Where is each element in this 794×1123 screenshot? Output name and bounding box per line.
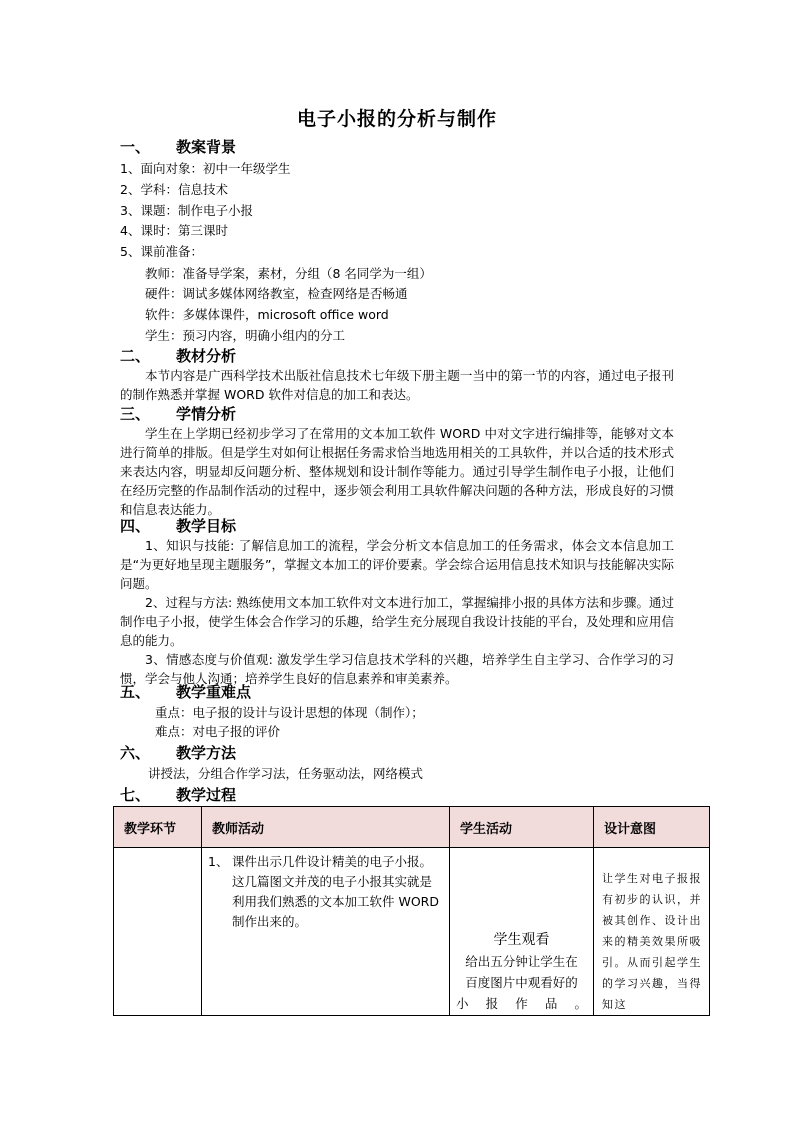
header-design-intent: 设计意图 [594, 807, 710, 848]
cell-stage [114, 848, 202, 1016]
teacher-item-text: 课件出示几件设计精美的电子小报。这几篇图文并茂的电子小报其实就是利用我们熟悉的文本加工软件 WORD 制作出来的。 [232, 854, 439, 929]
goal-knowledge: 1、知识与技能: 了解信息加工的流程，学会分析文本信息加工的任务需求，体会文本信息加工是“为更好地呈现主题服务”，掌握文本加工的评价要素。学会综合运用信息技术知识与技能解决实际问题。 [120, 538, 674, 591]
process-table [113, 806, 710, 1016]
section-number: 六、 [120, 744, 151, 762]
student-detail-line-1: 给出五分钟让学生在 [465, 954, 578, 969]
difficult-point: 难点：对电子报的评价 [155, 724, 281, 739]
section-heading-methods [120, 743, 236, 763]
header-student-activity: 学生活动 [450, 807, 594, 848]
section-heading-background [120, 137, 236, 157]
cell-design-intent [594, 848, 710, 1016]
document-title: 电子小报的分析与制作 [296, 108, 497, 130]
header-teacher-activity: 教师活动 [202, 807, 450, 848]
section-number: 二、 [120, 347, 151, 365]
section-heading-material [120, 346, 236, 366]
table-row [114, 848, 710, 1016]
prep-software: 软件：多媒体课件，microsoft office word [145, 307, 389, 322]
section-title: 教案背景 [176, 138, 237, 156]
section-number: 四、 [120, 517, 151, 535]
background-audience: 1、面向对象：初中一年级学生 [120, 161, 291, 176]
cell-student-activity [450, 848, 594, 1016]
section-number: 三、 [120, 405, 151, 423]
section-heading-goals [120, 516, 236, 536]
material-analysis [120, 366, 674, 404]
section-title: 学情分析 [176, 405, 237, 423]
section-title: 教学目标 [176, 517, 237, 535]
methods-text: 讲授法，分组合作学习法，任务驱动法，网络模式 [148, 766, 424, 781]
header-stage: 教学环节 [114, 807, 202, 848]
prep-teacher: 教师：准备导学案，素材，分组（8 名同学为一组） [145, 266, 432, 281]
section-number: 五、 [120, 683, 151, 701]
student-detail-line-3: 小报作品。 [456, 996, 587, 1011]
section-title: 教学方法 [176, 744, 237, 762]
section-heading-learner [120, 404, 236, 424]
background-preparation: 5、课前准备： [120, 244, 203, 259]
learner-analysis [120, 424, 674, 519]
intent-text: 让学生对电子报报有初步的认识，并被其创作、设计出来的精美效果所吸引。从而引起学生的学习兴趣，当得知这 [602, 872, 702, 1011]
section-heading-keypoints [120, 682, 251, 702]
goal-attitude: 3、情感态度与价值观: 激发学生学习信息技术学科的兴趣，培养学生自主学习、合作学习的习惯，学会与他人沟通；培养学生良好的信息素养和审美素养。 [120, 652, 674, 686]
student-detail-line-2: 百度图片中观看好的 [465, 975, 578, 990]
cell-teacher-activity [202, 848, 450, 1016]
goal-process: 2、过程与方法: 熟练使用文本加工软件对文本进行加工，掌握编排小报的具体方法和步骤。通过制作电子小报，使学生体会合作学习的乐趣，给学生充分展现自我设计技能的平台，及处理和应用信息的能力。 [120, 595, 674, 648]
background-topic: 3、课题：制作电子小报 [120, 203, 253, 218]
section-number: 一、 [120, 138, 151, 156]
teaching-goals [120, 536, 674, 688]
prep-student: 学生：预习内容，明确小组内的分工 [145, 328, 346, 343]
student-main-text: 学生观看 [493, 932, 550, 948]
teacher-item-number: 1、 [208, 854, 229, 869]
section-heading-process [120, 785, 236, 805]
table-header-row [114, 807, 710, 848]
background-period: 4、课时：第三课时 [120, 223, 228, 238]
learner-text: 学生在上学期已经初步学习了在常用的文本加工软件 WORD 中对文字进行编排等，能够对文本进行简单的排版。但是学生对如何让根据任务需求恰当地选用相关的工具软件，并以合适的技术形式来表达内容，明显却反问题分析、整体规划和设计制作等能力。通过引导学生制作电子小报，让他们在经历完整的作品制作活动的过程中，逐步领会利用工具软件解决问题的各种方法，形成良好的习惯和信息表达能力。 [120, 426, 674, 517]
material-text: 本节内容是广西科学技术出版社信息技术七年级下册主题一当中的第一节的内容，通过电子报刊的制作熟悉并掌握 WORD 软件对信息的加工和表达。 [120, 368, 674, 402]
prep-hardware: 硬件：调试多媒体网络教室，检查网络是否畅通 [145, 286, 408, 301]
section-title: 教学重难点 [176, 683, 252, 701]
background-subject: 2、学科：信息技术 [120, 182, 228, 197]
section-number: 七、 [120, 786, 151, 804]
section-title: 教学过程 [176, 786, 237, 804]
section-title: 教材分析 [176, 347, 237, 365]
key-point: 重点：电子报的设计与设计思想的体现（制作）； [155, 705, 424, 720]
